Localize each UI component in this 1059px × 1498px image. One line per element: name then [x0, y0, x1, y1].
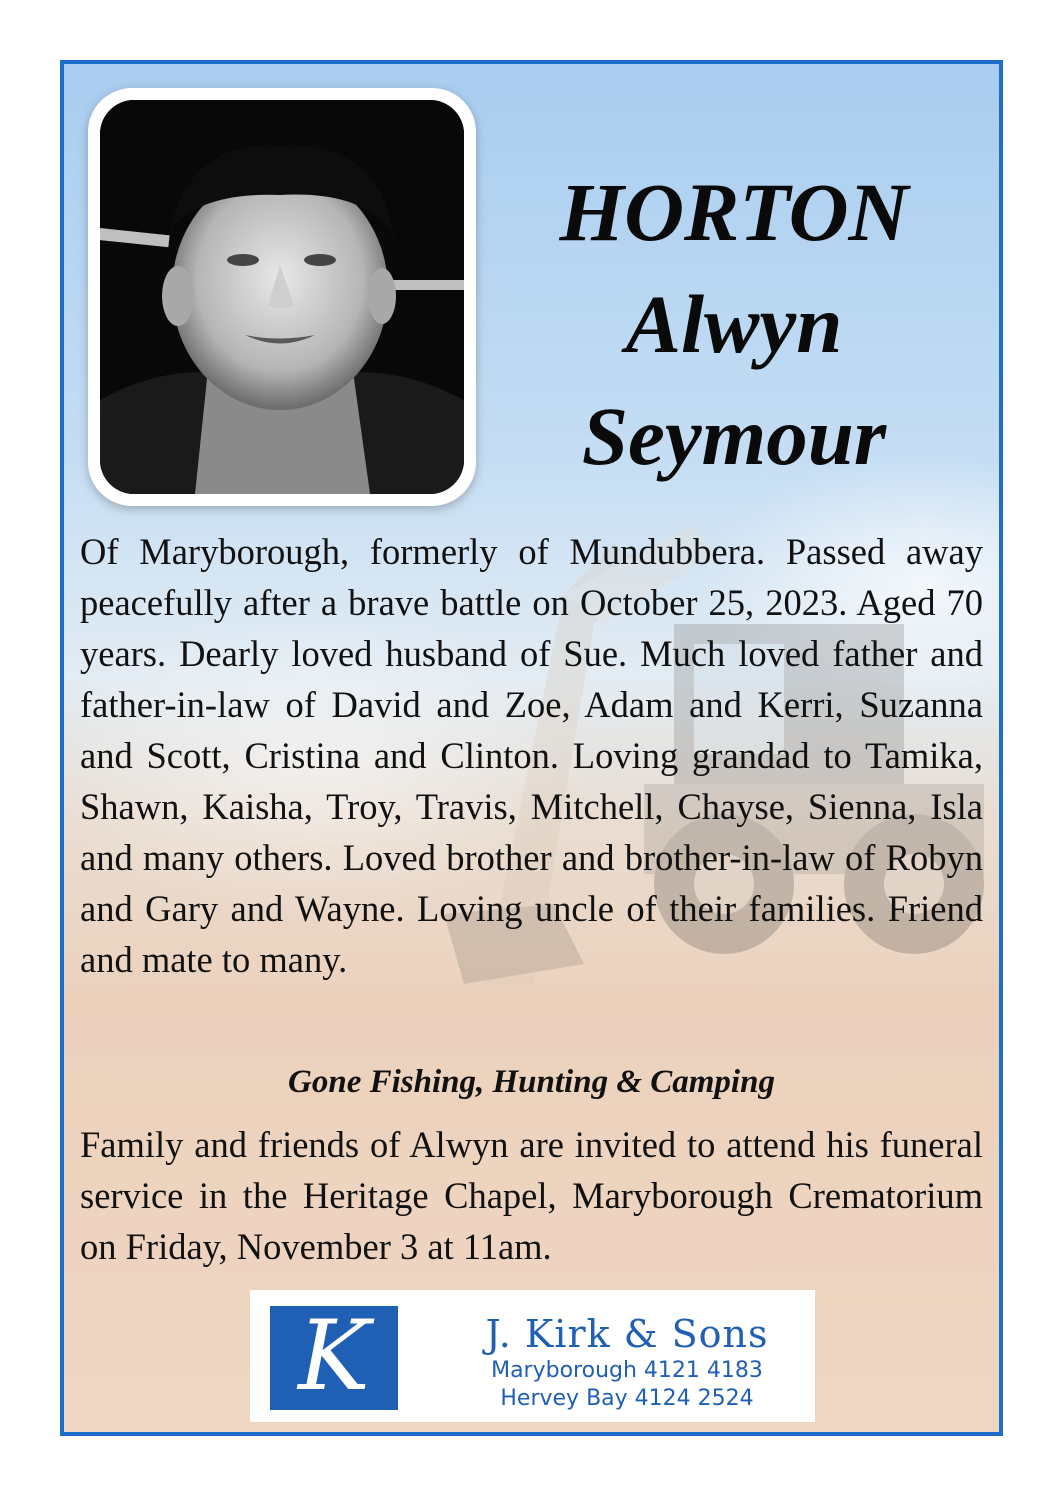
- portrait-frame: [88, 88, 476, 506]
- given-name: Alwyn: [625, 278, 843, 370]
- notice-body-text: Of Maryborough, formerly of Mundubbera. Passed away peacefully after a brave battle on October 25, 2023. Aged 70 years. Dearly loved husband of Sue. Much loved father and father-in-law of David and Zoe, Adam and Kerri, Suzanna and Scott, Cristina and Clinton. Loving grandad to Tamika, Shawn, Kaisha, Troy, Travis, Mitchell, Chayse, Sienna, Isla and many others. Loved brother and brother-in-law of Robyn and Gary and Wayne. Loving uncle of their families. Friend and mate to many.: [80, 531, 983, 980]
- funeral-director-name: J. Kirk & Sons: [485, 1312, 769, 1356]
- funeral-director-advert: [250, 1290, 815, 1422]
- hervey-bay-phone: Hervey Bay 4124 2524: [500, 1386, 754, 1411]
- portrait-photo: [100, 100, 464, 494]
- service-details-text: Family and friends of Alwyn are invited to attend his funeral service in the Heritage Chapel, Maryborough Crematorium on Friday, November 3 at 11am.: [80, 1124, 983, 1267]
- death-notice-card: [60, 60, 1003, 1436]
- logo-letter: K: [298, 1300, 370, 1412]
- kirk-logo-icon: [270, 1300, 398, 1412]
- maryborough-phone: Maryborough 4121 4183: [491, 1358, 763, 1383]
- surname: HORTON: [559, 166, 909, 258]
- deceased-name: [504, 156, 964, 492]
- motto-line: Gone Fishing, Hunting & Camping: [288, 1064, 775, 1100]
- portrait-illustration: [100, 100, 464, 494]
- middle-name: Seymour: [581, 390, 887, 482]
